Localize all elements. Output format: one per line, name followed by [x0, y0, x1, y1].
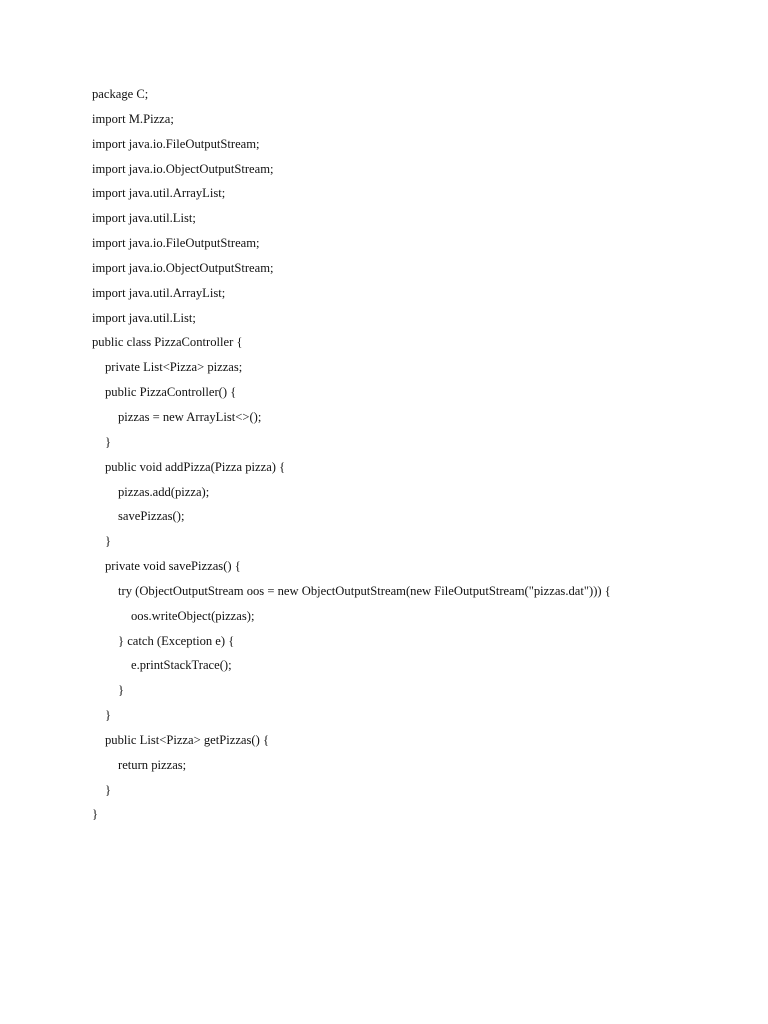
code-line: private List<Pizza> pizzas; — [105, 360, 243, 375]
code-line: public class PizzaController { — [92, 335, 243, 350]
code-line: } — [105, 782, 112, 797]
code-line: import java.io.FileOutputStream; — [92, 136, 260, 151]
code-line: } — [105, 708, 112, 723]
code-line: pizzas.add(pizza); — [118, 484, 210, 499]
code-line: return pizzas; — [118, 757, 187, 772]
code-line: import java.util.ArrayList; — [92, 285, 226, 300]
code-line: import java.util.List; — [92, 211, 196, 226]
code-line: import java.io.FileOutputStream; — [92, 236, 260, 251]
code-line: try (ObjectOutputStream oos = new ObjectOutputStream(new FileOutputStream("pizzas.dat"))) { — [118, 583, 611, 598]
code-line: import java.util.ArrayList; — [92, 186, 226, 201]
code-line: public List<Pizza> getPizzas() { — [105, 732, 269, 747]
code-line: } catch (Exception e) { — [118, 633, 235, 648]
code-line: import M.Pizza; — [92, 111, 174, 126]
code-line: oos.writeObject(pizzas); — [131, 608, 255, 623]
code-line: import java.util.List; — [92, 310, 196, 325]
code-line: public PizzaController() { — [105, 385, 237, 400]
code-line: pizzas = new ArrayList<>(); — [118, 409, 262, 424]
code-line: savePizzas(); — [118, 509, 185, 524]
code-line: import java.io.ObjectOutputStream; — [92, 161, 274, 176]
code-listing — [92, 86, 752, 831]
code-line: } — [105, 534, 112, 549]
code-line: } — [118, 683, 125, 698]
code-line: import java.io.ObjectOutputStream; — [92, 260, 274, 275]
code-line: e.printStackTrace(); — [131, 658, 232, 673]
code-line: private void savePizzas() { — [105, 559, 241, 574]
code-line: public void addPizza(Pizza pizza) { — [105, 459, 286, 474]
code-line: package C; — [92, 87, 149, 101]
code-line: } — [105, 434, 112, 449]
code-line: } — [92, 807, 99, 822]
